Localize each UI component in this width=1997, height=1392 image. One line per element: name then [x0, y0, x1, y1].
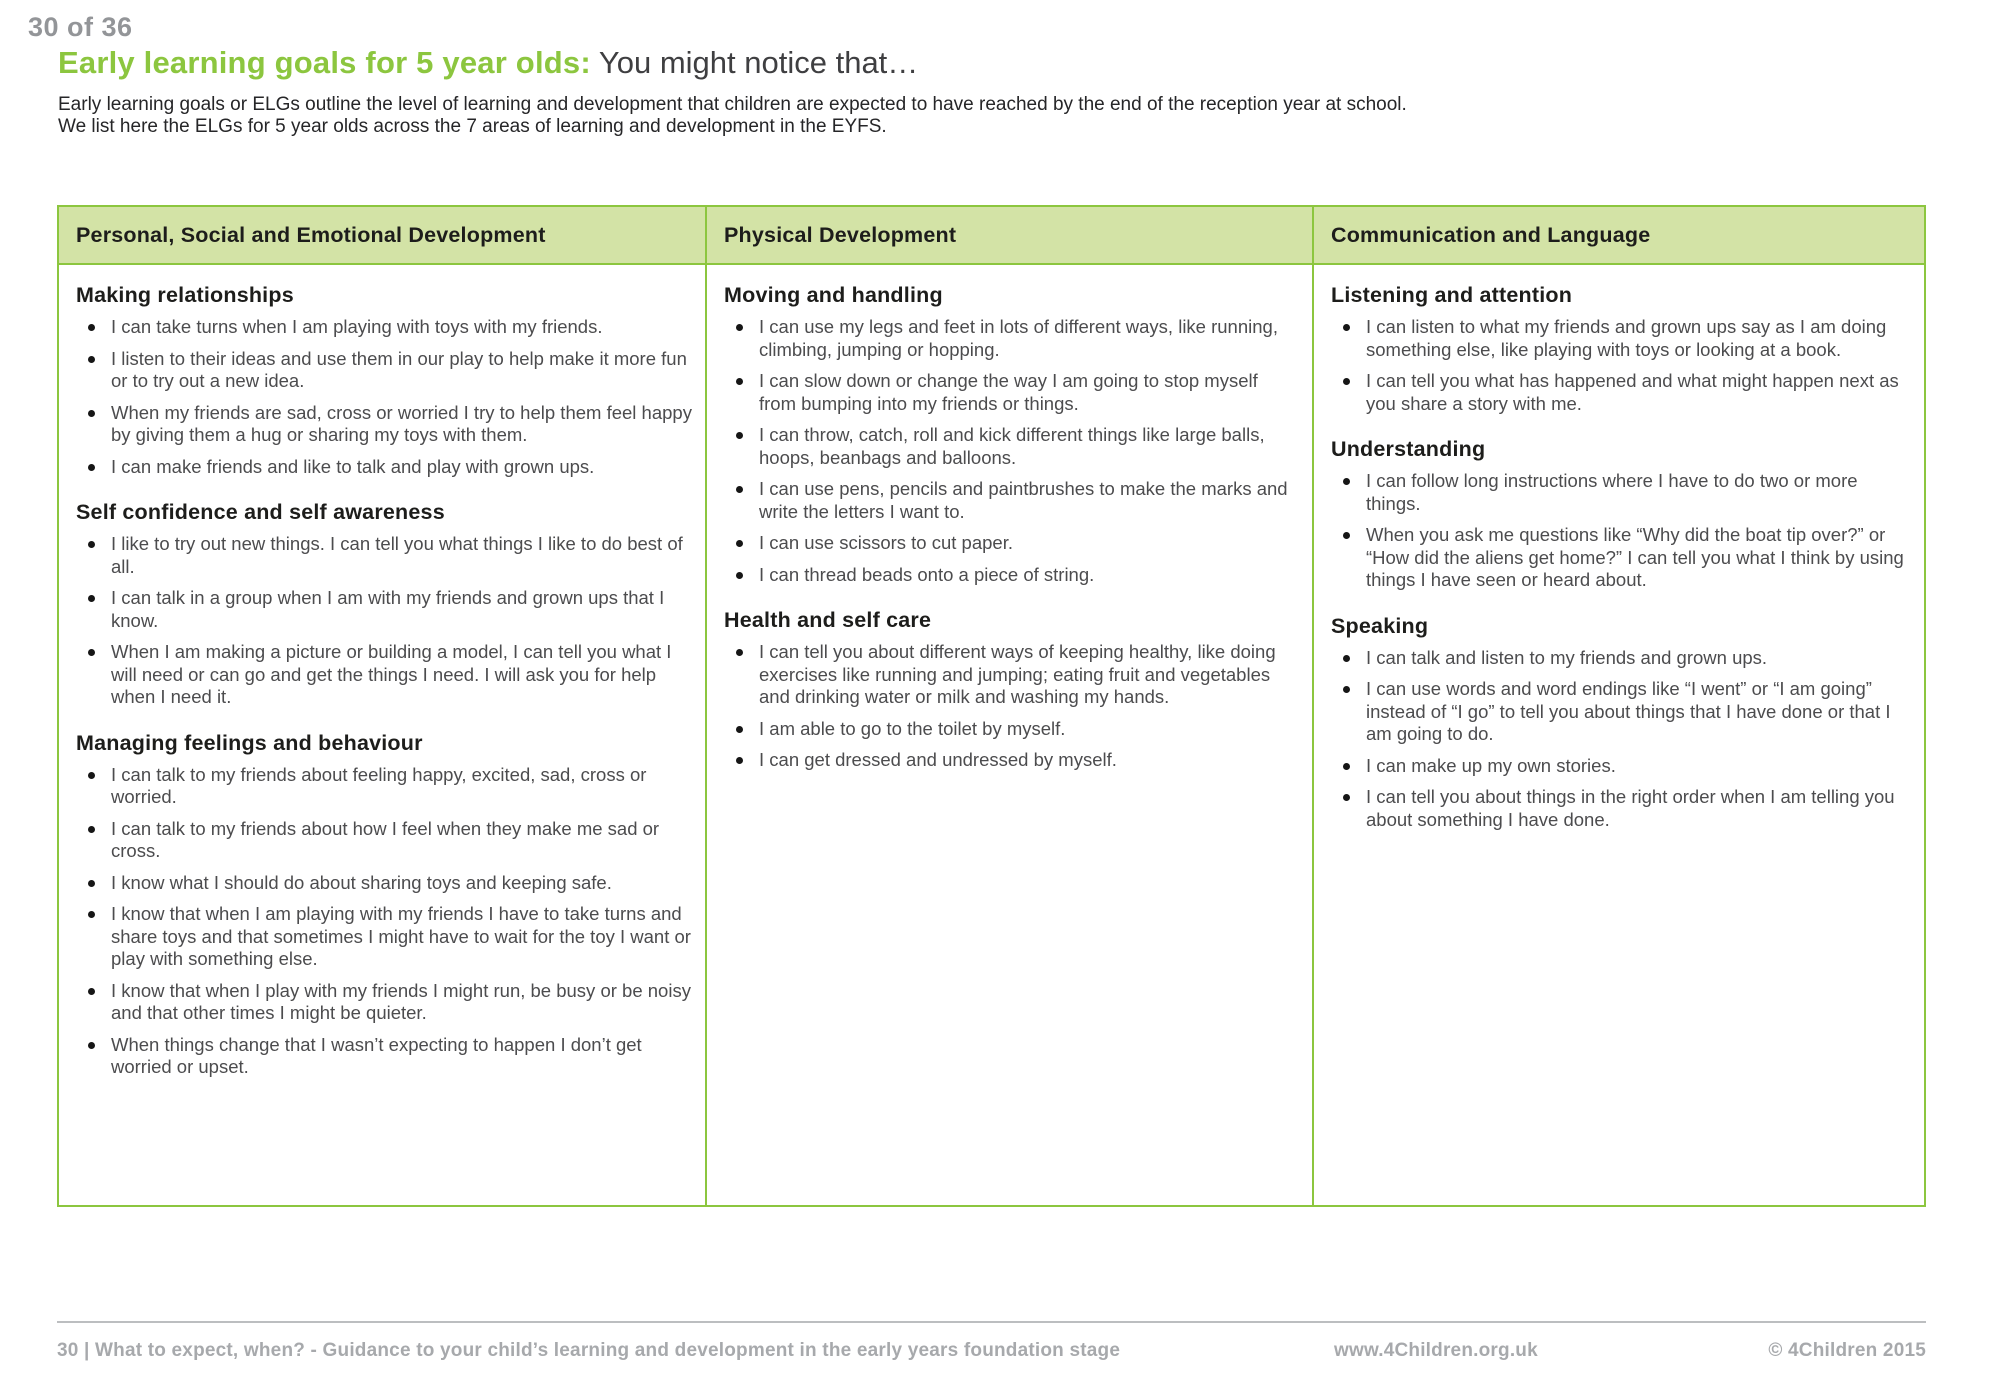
footer-page-info: 30 | What to expect, when? - Guidance to your child’s learning and development in the early years foundation stage	[57, 1340, 1121, 1361]
goal-list	[724, 641, 1299, 772]
section-heading: Moving and handling	[724, 283, 943, 307]
goal-item: I can tell you about different ways of keeping healthy, like doing exercises like running and jumping; eating fruit and vegetables and drinking water or milk and washing my hands.	[724, 641, 1299, 709]
section-heading: Listening and attention	[1331, 283, 1573, 307]
goal-list	[76, 533, 692, 709]
goal-item: I can talk in a group when I am with my friends and grown ups that I know.	[76, 587, 692, 632]
goal-item: I can tell you what has happened and what might happen next as you share a story with me.	[1331, 370, 1911, 415]
column-physical-development	[705, 207, 1312, 1205]
goal-item: I can talk to my friends about how I feel when they make me sad or cross.	[76, 818, 692, 863]
goal-item: When my friends are sad, cross or worried I try to help them feel happy by giving them a hug or sharing my toys with them.	[76, 402, 692, 447]
footer-divider	[57, 1321, 1926, 1323]
goal-list	[1331, 316, 1911, 415]
section-heading: Making relationships	[76, 283, 294, 307]
column-header: Personal, Social and Emotional Development	[59, 207, 705, 265]
goal-item: I listen to their ideas and use them in our play to help make it more fun or to try out a new idea.	[76, 348, 692, 393]
column-header: Physical Development	[707, 207, 1312, 265]
goal-item: I can make up my own stories.	[1331, 755, 1911, 778]
intro-line-1: Early learning goals or ELGs outline the level of learning and development that children are expected to have reached by the end of the reception year at school.	[58, 94, 1407, 115]
column-header: Communication and Language	[1314, 207, 1924, 265]
footer-website: www.4Children.org.uk	[1334, 1340, 1538, 1361]
goal-item: I know that when I am playing with my friends I have to take turns and share toys and that sometimes I might have to wait for the toy I want or play with something else.	[76, 903, 692, 971]
goal-item: I am able to go to the toilet by myself.	[724, 718, 1299, 741]
section-heading: Understanding	[1331, 437, 1486, 461]
title-highlight: Early learning goals for 5 year olds:	[58, 45, 591, 80]
goal-item: I can thread beads onto a piece of string.	[724, 564, 1299, 587]
goal-item: When things change that I wasn’t expecting to happen I don’t get worried or upset.	[76, 1034, 692, 1079]
goal-item: I can make friends and like to talk and play with grown ups.	[76, 456, 692, 479]
goal-item: I can slow down or change the way I am going to stop myself from bumping into my friends or things.	[724, 370, 1299, 415]
intro-paragraph	[58, 94, 1407, 138]
section-heading: Speaking	[1331, 613, 1429, 638]
intro-line-2: We list here the ELGs for 5 year olds across the 7 areas of learning and development in the EYFS.	[58, 116, 887, 137]
goal-item: I can tell you about things in the right order when I am telling you about something I have done.	[1331, 786, 1911, 831]
goal-item: I can use words and word endings like “I went” or “I am going” instead of “I go” to tell you about things that I have done or that I am going to do.	[1331, 678, 1911, 746]
goal-list	[1331, 470, 1911, 592]
goal-item: When I am making a picture or building a model, I can tell you what I will need or can go and get the things I need. I will ask you for help when I need it.	[76, 641, 692, 709]
column-body	[707, 265, 1312, 781]
column-personal-social-emotional	[59, 207, 705, 1205]
goal-item: I can throw, catch, roll and kick different things like large balls, hoops, beanbags and balloons.	[724, 424, 1299, 469]
column-body	[1314, 265, 1924, 840]
title-rest: You might notice that…	[590, 45, 919, 80]
section-heading: Self confidence and self awareness	[76, 500, 445, 524]
goal-item: I can follow long instructions where I have to do two or more things.	[1331, 470, 1911, 515]
goal-item: I can get dressed and undressed by myself.	[724, 749, 1299, 772]
goal-item: I can take turns when I am playing with toys with my friends.	[76, 316, 692, 339]
page-title	[58, 44, 918, 82]
goal-list	[724, 316, 1299, 586]
goal-list	[76, 764, 692, 1079]
goal-item: I like to try out new things. I can tell you what things I like to do best of all.	[76, 533, 692, 578]
goal-item: I can use my legs and feet in lots of different ways, like running, climbing, jumping or hopping.	[724, 316, 1299, 361]
page-indicator: 30 of 36	[28, 12, 133, 42]
goal-list	[1331, 647, 1911, 832]
column-body	[59, 265, 705, 1088]
goal-item: I can talk and listen to my friends and grown ups.	[1331, 647, 1911, 670]
goal-item: When you ask me questions like “Why did the boat tip over?” or “How did the aliens get home?” I can tell you what I think by using things I have seen or heard about.	[1331, 524, 1911, 592]
footer	[57, 1340, 1926, 1370]
goal-item: I can talk to my friends about feeling happy, excited, sad, cross or worried.	[76, 764, 692, 809]
section-heading: Health and self care	[724, 608, 932, 632]
goal-item: I can listen to what my friends and grown ups say as I am doing something else, like playing with toys or looking at a book.	[1331, 316, 1911, 361]
goal-item: I know what I should do about sharing toys and keeping safe.	[76, 872, 692, 895]
goal-item: I can use pens, pencils and paintbrushes to make the marks and write the letters I want to.	[724, 478, 1299, 523]
section-heading: Managing feelings and behaviour	[76, 730, 423, 755]
goal-item: I can use scissors to cut paper.	[724, 532, 1299, 555]
column-communication-language	[1312, 207, 1924, 1205]
footer-copyright: © 4Children 2015	[1768, 1340, 1926, 1361]
elg-table	[57, 205, 1926, 1207]
goal-item: I know that when I play with my friends I might run, be busy or be noisy and that other times I might be quieter.	[76, 980, 692, 1025]
goal-list	[76, 316, 692, 478]
